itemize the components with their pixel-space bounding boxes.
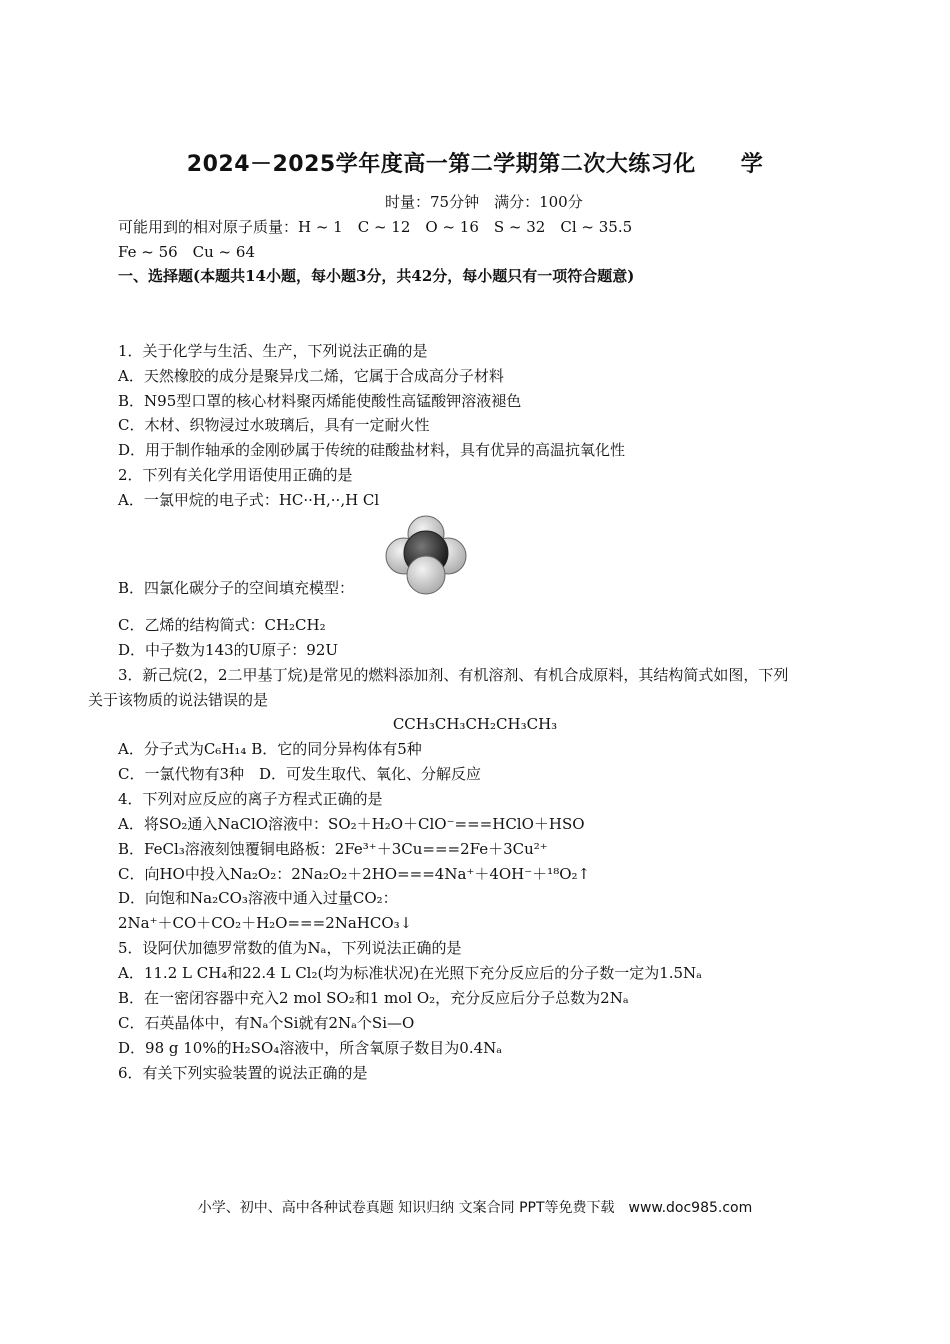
question-2-option-a: A．一氯甲烷的电子式：HC··H,··,H Cl	[118, 491, 380, 509]
exam-title: 2024－2025学年度高一第二学期第二次大练习化 学	[186, 152, 764, 177]
question-3-formula: CCH₃CH₃CH₂CH₃CH₃	[392, 715, 558, 733]
question-5-stem: 5．设阿伏加德罗常数的值为Nₐ，下列说法正确的是	[118, 939, 462, 957]
question-4-option-c: C．向HO中投入Na₂O₂：2Na₂O₂＋2HO===4Na⁺＋4OH⁻＋¹⁸O₂↑	[118, 865, 591, 883]
question-3-options-ab: A．分子式为C₆H₁₄ B．它的同分异构体有5种	[118, 740, 422, 758]
question-4-option-d-equation: 2Na⁺＋CO＋CO₂＋H₂O===2NaHCO₃↓	[118, 914, 413, 932]
question-1-stem: 1．关于化学与生活、生产，下列说法正确的是	[118, 342, 428, 360]
question-4-stem: 4．下列对应反应的离子方程式正确的是	[118, 790, 383, 808]
question-2-option-c: C．乙烯的结构简式：CH₂CH₂	[118, 616, 326, 634]
question-5-option-d: D．98 g 10%的H₂SO₄溶液中，所含氧原子数目为0.4Nₐ	[118, 1039, 503, 1057]
question-3-stem-line1: 3．新己烷(2，2二甲基丁烷)是常见的燃料添加剂、有机溶剂、有机合成原料，其结构简式如图，下列	[118, 666, 789, 684]
question-5-option-a: A．11.2 L CH₄和22.4 L Cl₂(均为标准状况)在光照下充分反应后的分子数一定为1.5Nₐ	[118, 964, 702, 982]
atomic-mass-line2: Fe ~ 56 Cu ~ 64	[118, 243, 255, 261]
section-title: 一、选择题(本题共14小题，每小题3分，共42分，每小题只有一项符合题意)	[118, 267, 635, 285]
question-2-option-d: D．中子数为143的U原子：92U	[118, 641, 339, 659]
question-2-option-b: B．四氯化碳分子的空间填充模型：	[118, 579, 355, 597]
question-3-stem-line2: 关于该物质的说法错误的是	[88, 691, 269, 709]
atomic-mass-line1: 可能用到的相对原子质量：H ~ 1 C ~ 12 O ~ 16 S ~ 32 Cl ~ 35.5	[118, 218, 633, 236]
question-3-options-cd: C．一氯代物有3种 D．可发生取代、氧化、分解反应	[118, 765, 482, 783]
question-1-option-b: B．N95型口罩的核心材料聚丙烯能使酸性高锰酸钾溶液褪色	[118, 392, 522, 410]
question-1-option-a: A．天然橡胶的成分是聚异戊二烯，它属于合成高分子材料	[118, 367, 504, 385]
question-5-option-b: B．在一密闭容器中充入2 mol SO₂和1 mol O₂，充分反应后分子总数为2Nₐ	[118, 989, 629, 1007]
question-1-option-c: C．木材、织物浸过水玻璃后，具有一定耐火性	[118, 416, 430, 434]
question-4-option-a: A．将SO₂通入NaClO溶液中：SO₂＋H₂O＋ClO⁻===HClO＋HSO	[118, 815, 585, 833]
question-6-stem: 6．有关下列实验装置的说法正确的是	[118, 1064, 368, 1082]
question-4-option-b: B．FeCl₃溶液刻蚀覆铜电路板：2Fe³⁺＋3Cu===2Fe＋3Cu²⁺	[118, 840, 548, 858]
question-4-option-d: D．向饱和Na₂CO₃溶液中通入过量CO₂：	[118, 889, 398, 907]
question-2-stem: 2．下列有关化学用语使用正确的是	[118, 466, 353, 484]
exam-info: 时量：75分钟 满分：100分	[385, 193, 583, 211]
ccl4-space-filling-model	[383, 514, 469, 596]
page-footer: 小学、初中、高中各种试卷真题 知识归纳 文案合同 PPT等免费下载 www.doc985.com	[197, 1200, 753, 1216]
question-5-option-c: C．石英晶体中，有Nₐ个Si就有2Nₐ个Si—O	[118, 1014, 415, 1032]
question-1-option-d: D．用于制作轴承的金刚砂属于传统的硅酸盐材料，具有优异的高温抗氧化性	[118, 441, 626, 459]
